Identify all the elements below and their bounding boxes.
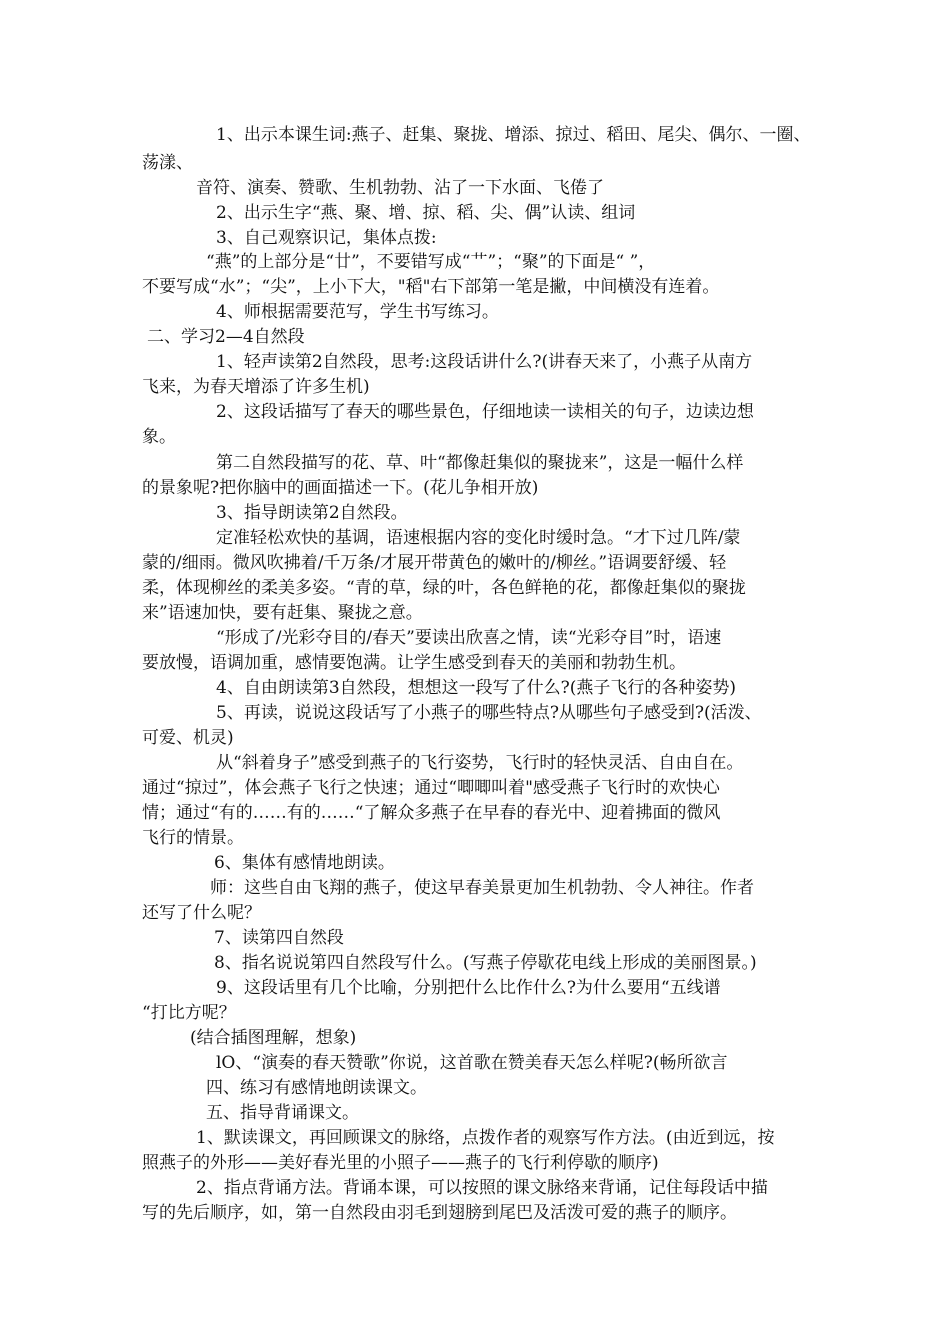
section-heading: 四、练习有感情地朗读课文。 <box>206 1078 427 1098</box>
text-line: 还写了什么呢？ <box>142 903 261 923</box>
text-line: 象。 <box>142 427 176 447</box>
text-line: 1、出示本课生词:燕子、赶集、聚拢、增添、掠过、稻田、尾尖、偶尔、一圈、 <box>216 125 811 145</box>
text-line: 照燕子的外形——美好春光里的小照子——燕子的飞行利停歇的顺序) <box>142 1153 659 1173</box>
text-line: 4、师根据需要范写，学生书写练习。 <box>216 302 499 322</box>
text-line: 2、指点背诵方法。背诵本课，可以按照的课文脉络来背诵，记住每段话中描 <box>196 1178 768 1198</box>
text-line: 写的先后顺序，如，第一自然段由羽毛到翅膀到尾巴及活泼可爱的燕子的顺序。 <box>142 1203 737 1223</box>
text-line: 蒙的/细雨。微风吹拂着/千万条/才展开带黄色的嫩叶的/柳丝。”语调要舒缓、轻 <box>142 553 727 573</box>
text-line: 1、默读课文，再回顾课文的脉络，点拨作者的观察写作方法。(由近到远，按 <box>196 1128 775 1148</box>
text-line: 音符、演奏、赞歌、生机勃勃、沾了一下水面、飞倦了 <box>196 178 604 198</box>
text-line: 荡漾、 <box>142 153 193 173</box>
section-heading: 二、学习2—4自然段 <box>147 327 305 347</box>
text-line: 柔，体现柳丝的柔美多姿。“青的草，绿的叶，各色鲜艳的花，都像赶集似的聚拢 <box>142 578 746 598</box>
text-line: 8、指名说说第四自然段写什么。(写燕子停歇花电线上形成的美丽图景。) <box>214 953 757 973</box>
text-line: 第二自然段描写的花、草、叶“都像赶集似的聚拢来”，这是一幅什么样 <box>216 453 744 473</box>
text-line: 2、这段话描写了春天的哪些景色，仔细地读一读相关的句子，边读边想 <box>216 402 754 422</box>
text-line: 7、读第四自然段 <box>214 928 344 948</box>
text-line: 3、自己观察识记，集体点拨: <box>216 228 437 248</box>
text-line: 定准轻松欢快的基调，语速根据内容的变化时缓时急。“才下过几阵/蒙 <box>216 528 741 548</box>
text-line: lO、“演奏的春天赞歌”你说，这首歌在赞美春天怎么样呢?(畅所欲言 <box>216 1053 728 1073</box>
text-line: (结合插图理解，想象) <box>190 1028 357 1048</box>
text-line: 5、再读，说说这段话写了小燕子的哪些特点?从哪些句子感受到?(活泼、 <box>216 703 762 723</box>
text-line: 6、集体有感情地朗读。 <box>214 853 395 873</box>
text-line: 的景象呢?把你脑中的画面描述一下。(花儿争相开放) <box>142 478 539 498</box>
text-line: “打比方呢？ <box>142 1003 236 1023</box>
text-line: 4、自由朗读第3自然段，想想这一段写了什么?(燕子飞行的各种姿势) <box>216 678 737 698</box>
text-line: 从“斜着身子”感受到燕子的飞行姿势，飞行时的轻快灵活、自由自在。 <box>216 753 744 773</box>
text-line: 来”语速加快，要有赶集、聚拢之意。 <box>142 603 423 623</box>
text-line: 1、轻声读第2自然段，思考:这段话讲什么?(讲春天来了，小燕子从南方 <box>216 352 753 372</box>
text-line: 3、指导朗读第2自然段。 <box>216 503 408 523</box>
text-line: 情；通过“有的……有的……“了解众多燕子在早春的春光中、迎着拂面的微风 <box>142 803 721 823</box>
text-line: 飞来，为春天增添了许多生机) <box>142 377 370 397</box>
text-line: 师：这些自由飞翔的燕子，使这早春美景更加生机勃勃、令人神往。作者 <box>210 878 754 898</box>
text-line: 2、出示生字“燕、聚、增、掠、稻、尖、偶”认读、组词 <box>216 203 636 223</box>
text-line: “形成了/光彩夺目的/春天”要读出欣喜之情，读“光彩夺目”时，语速 <box>216 628 722 648</box>
text-line: 要放慢，语调加重，感情要饱满。让学生感受到春天的美丽和勃勃生机。 <box>142 653 686 673</box>
text-line: 可爱、机灵) <box>142 728 234 748</box>
section-heading: 五、指导背诵课文。 <box>206 1103 359 1123</box>
text-line: 通过“掠过”，体会燕子飞行之快速；通过“唧唧叫着"感受燕子飞行时的欢快心 <box>142 778 720 798</box>
text-line: “燕”的上部分是“廿”，不要错写成“艹”；“聚”的下面是“ ”， <box>206 252 656 272</box>
text-line: 9、这段话里有几个比喻，分别把什么比作什么?为什么要用“五线谱 <box>216 978 721 998</box>
text-line: 飞行的情景。 <box>142 828 244 848</box>
text-line: 不要写成“水”；“尖”，上小下大，"稻"右下部第一笔是撇，中间横没有连着。 <box>142 277 720 297</box>
